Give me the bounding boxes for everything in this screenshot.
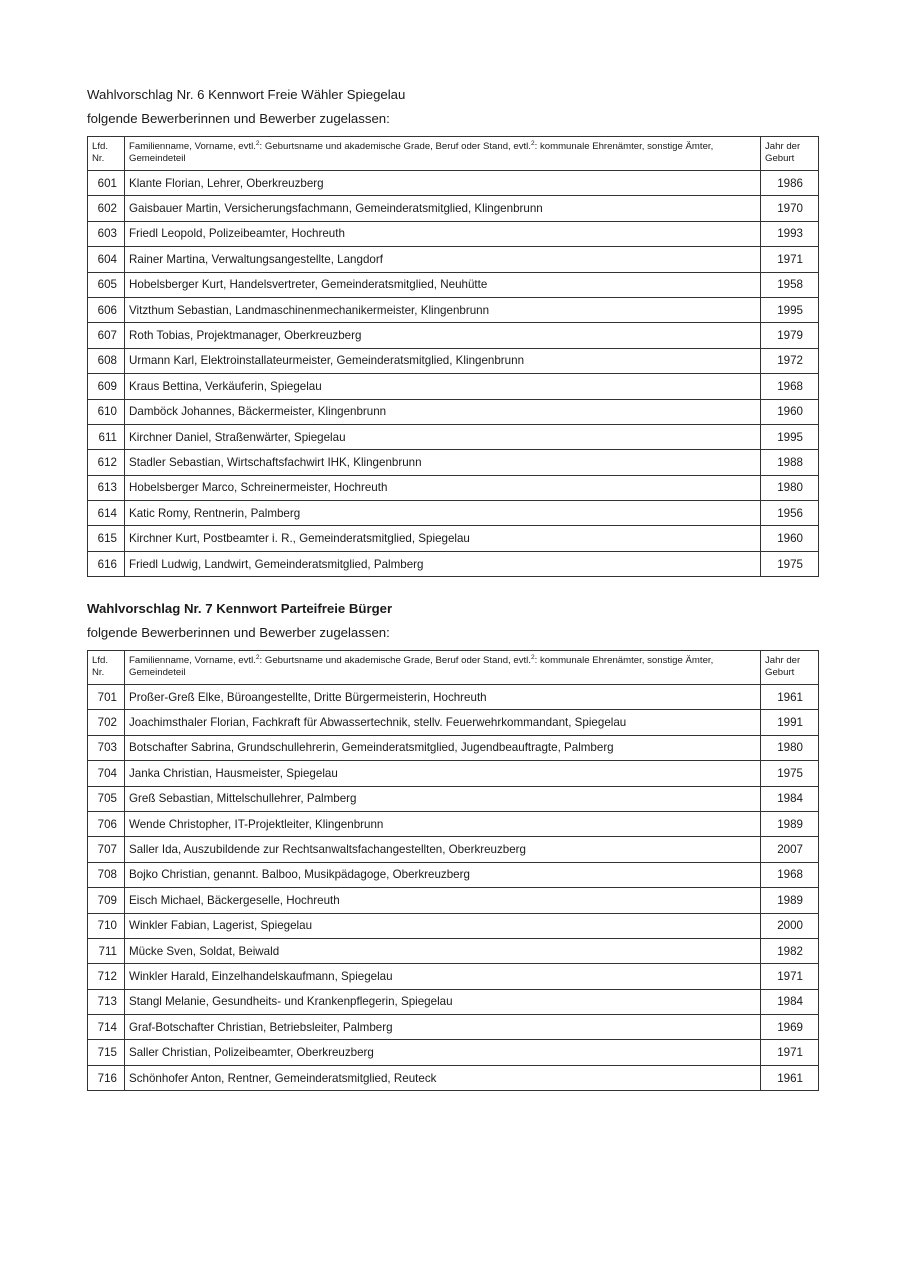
candidate-details: Schönhofer Anton, Rentner, Gemeinderatsmitglied, Reuteck (125, 1065, 761, 1090)
table-row (88, 862, 819, 887)
candidate-number: 609 (88, 374, 125, 399)
table-row (88, 1015, 819, 1040)
birth-year: 1979 (761, 323, 819, 348)
table-header (88, 651, 819, 685)
birth-year: 1980 (761, 735, 819, 760)
birth-year: 1961 (761, 685, 819, 710)
table-row (88, 735, 819, 760)
candidate-details: Greß Sebastian, Mittelschullehrer, Palmberg (125, 786, 761, 811)
birth-year: 1989 (761, 888, 819, 913)
candidate-number: 704 (88, 761, 125, 786)
candidate-number: 713 (88, 989, 125, 1014)
header-name-text: : Geburtsname und akademische Grade, Beruf oder Stand, evtl. (259, 655, 531, 666)
candidate-details: Vitzthum Sebastian, Landmaschinenmechanikermeister, Klingenbrunn (125, 297, 761, 322)
candidate-number: 715 (88, 1040, 125, 1065)
candidate-details: Rainer Martina, Verwaltungsangestellte, Langdorf (125, 247, 761, 272)
header-name-text: : kommunale Ehrenämter, sonstige Ämter, Gemeindeteil (129, 141, 714, 164)
birth-year: 2007 (761, 837, 819, 862)
candidate-number: 714 (88, 1015, 125, 1040)
birth-year: 1968 (761, 862, 819, 887)
header-name-text: Familienname, Vorname, evtl. (129, 141, 256, 152)
birth-year: 1971 (761, 964, 819, 989)
candidate-number: 606 (88, 297, 125, 322)
table-row (88, 272, 819, 297)
candidate-details: Mücke Sven, Soldat, Beiwald (125, 938, 761, 963)
candidate-details: Stadler Sebastian, Wirtschaftsfachwirt IHK, Klingenbrunn (125, 450, 761, 475)
candidate-details: Kraus Bettina, Verkäuferin, Spiegelau (125, 374, 761, 399)
section-wahlvorschlag-7 (87, 600, 819, 1091)
candidate-number: 611 (88, 424, 125, 449)
candidate-number: 601 (88, 171, 125, 196)
candidate-details: Hobelsberger Kurt, Handelsvertreter, Gemeinderatsmitglied, Neuhütte (125, 272, 761, 297)
table-row (88, 526, 819, 551)
candidate-details: Roth Tobias, Projektmanager, Oberkreuzberg (125, 323, 761, 348)
birth-year: 1984 (761, 786, 819, 811)
candidate-number: 605 (88, 272, 125, 297)
birth-year: 1995 (761, 297, 819, 322)
header-nr: Lfd. Nr. (88, 651, 125, 685)
candidate-table (87, 650, 819, 1091)
candidate-details: Saller Christian, Polizeibeamter, Oberkreuzberg (125, 1040, 761, 1065)
table-row (88, 450, 819, 475)
footnote-ref: 2 (530, 653, 535, 661)
candidate-table (87, 136, 819, 577)
table-row (88, 297, 819, 322)
candidate-details: Urmann Karl, Elektroinstallateurmeister, Gemeinderatsmitglied, Klingenbrunn (125, 348, 761, 373)
table-header (88, 137, 819, 171)
candidate-number: 711 (88, 938, 125, 963)
birth-year: 1971 (761, 1040, 819, 1065)
candidate-number: 607 (88, 323, 125, 348)
header-year: Jahr der Geburt (761, 137, 819, 171)
header-name (125, 137, 761, 171)
birth-year: 1988 (761, 450, 819, 475)
candidate-details: Botschafter Sabrina, Grundschullehrerin, Gemeinderatsmitglied, Jugendbeauftragte, Palmberg (125, 735, 761, 760)
table-row (88, 247, 819, 272)
birth-year: 1993 (761, 221, 819, 246)
candidate-details: Joachimsthaler Florian, Fachkraft für Abwassertechnik, stellv. Feuerwehrkommandant, Spiegelau (125, 710, 761, 735)
candidate-number: 709 (88, 888, 125, 913)
table-row (88, 761, 819, 786)
candidate-number: 703 (88, 735, 125, 760)
table-row (88, 323, 819, 348)
table-row (88, 374, 819, 399)
candidate-details: Friedl Leopold, Polizeibeamter, Hochreuth (125, 221, 761, 246)
table-row (88, 348, 819, 373)
birth-year: 1968 (761, 374, 819, 399)
birth-year: 1956 (761, 501, 819, 526)
section-title: Wahlvorschlag Nr. 7 Kennwort Parteifreie Bürger (87, 601, 393, 616)
section-subtitle: folgende Bewerberinnen und Bewerber zugelassen: (87, 625, 390, 640)
candidate-details: Proßer-Greß Elke, Büroangestellte, Dritte Bürgermeisterin, Hochreuth (125, 685, 761, 710)
table-row (88, 989, 819, 1014)
table-row (88, 786, 819, 811)
candidate-number: 708 (88, 862, 125, 887)
candidate-details: Graf-Botschafter Christian, Betriebsleiter, Palmberg (125, 1015, 761, 1040)
table-row (88, 475, 819, 500)
table-row (88, 171, 819, 196)
table-row (88, 913, 819, 938)
section-subtitle: folgende Bewerberinnen und Bewerber zugelassen: (87, 111, 390, 126)
birth-year: 1991 (761, 710, 819, 735)
table-row (88, 685, 819, 710)
birth-year: 1961 (761, 1065, 819, 1090)
candidate-details: Saller Ida, Auszubildende zur Rechtsanwaltsfachangestellten, Oberkreuzberg (125, 837, 761, 862)
candidate-number: 710 (88, 913, 125, 938)
table-row (88, 964, 819, 989)
footnote-ref: 2 (255, 139, 260, 147)
candidate-number: 613 (88, 475, 125, 500)
birth-year: 1982 (761, 938, 819, 963)
table-row (88, 888, 819, 913)
header-name-text: : Geburtsname und akademische Grade, Beruf oder Stand, evtl. (259, 141, 531, 152)
table-row (88, 501, 819, 526)
candidate-number: 616 (88, 551, 125, 576)
table-row (88, 196, 819, 221)
candidate-number: 614 (88, 501, 125, 526)
birth-year: 1969 (761, 1015, 819, 1040)
candidate-details: Wende Christopher, IT-Projektleiter, Klingenbrunn (125, 811, 761, 836)
candidate-number: 701 (88, 685, 125, 710)
candidate-details: Kirchner Daniel, Straßenwärter, Spiegelau (125, 424, 761, 449)
birth-year: 1989 (761, 811, 819, 836)
birth-year: 1980 (761, 475, 819, 500)
table-row (88, 811, 819, 836)
header-year: Jahr der Geburt (761, 651, 819, 685)
birth-year: 1995 (761, 424, 819, 449)
candidate-details: Gaisbauer Martin, Versicherungsfachmann, Gemeinderatsmitglied, Klingenbrunn (125, 196, 761, 221)
table-row (88, 424, 819, 449)
table-row (88, 938, 819, 963)
birth-year: 1984 (761, 989, 819, 1014)
candidate-details: Klante Florian, Lehrer, Oberkreuzberg (125, 171, 761, 196)
table-row (88, 551, 819, 576)
birth-year: 1975 (761, 761, 819, 786)
birth-year: 1986 (761, 171, 819, 196)
table-row (88, 710, 819, 735)
birth-year: 1960 (761, 526, 819, 551)
candidate-details: Winkler Fabian, Lagerist, Spiegelau (125, 913, 761, 938)
header-nr: Lfd. Nr. (88, 137, 125, 171)
footnote-ref: 2 (255, 653, 260, 661)
candidate-number: 702 (88, 710, 125, 735)
footnote-ref: 2 (530, 139, 535, 147)
candidate-number: 603 (88, 221, 125, 246)
table-row (88, 221, 819, 246)
section-title: Wahlvorschlag Nr. 6 Kennwort Freie Wähler Spiegelau (87, 87, 406, 102)
birth-year: 1970 (761, 196, 819, 221)
birth-year: 1975 (761, 551, 819, 576)
section-wahlvorschlag-6 (87, 86, 819, 577)
candidate-details: Stangl Melanie, Gesundheits- und Krankenpflegerin, Spiegelau (125, 989, 761, 1014)
birth-year: 1958 (761, 272, 819, 297)
candidate-number: 706 (88, 811, 125, 836)
table-row (88, 1040, 819, 1065)
candidate-number: 604 (88, 247, 125, 272)
candidate-number: 615 (88, 526, 125, 551)
candidate-details: Damböck Johannes, Bäckermeister, Klingenbrunn (125, 399, 761, 424)
candidate-number: 707 (88, 837, 125, 862)
candidate-details: Winkler Harald, Einzelhandelskaufmann, Spiegelau (125, 964, 761, 989)
table-row (88, 837, 819, 862)
candidate-number: 610 (88, 399, 125, 424)
candidate-number: 612 (88, 450, 125, 475)
table-row (88, 1065, 819, 1090)
birth-year: 1960 (761, 399, 819, 424)
header-name-text: : kommunale Ehrenämter, sonstige Ämter, Gemeindeteil (129, 655, 714, 678)
candidate-number: 705 (88, 786, 125, 811)
candidate-number: 602 (88, 196, 125, 221)
candidate-number: 712 (88, 964, 125, 989)
birth-year: 2000 (761, 913, 819, 938)
candidate-number: 716 (88, 1065, 125, 1090)
table-row (88, 399, 819, 424)
candidate-details: Eisch Michael, Bäckergeselle, Hochreuth (125, 888, 761, 913)
candidate-details: Kirchner Kurt, Postbeamter i. R., Gemeinderatsmitglied, Spiegelau (125, 526, 761, 551)
candidate-details: Friedl Ludwig, Landwirt, Gemeinderatsmitglied, Palmberg (125, 551, 761, 576)
candidate-details: Janka Christian, Hausmeister, Spiegelau (125, 761, 761, 786)
candidate-details: Bojko Christian, genannt. Balboo, Musikpädagoge, Oberkreuzberg (125, 862, 761, 887)
birth-year: 1972 (761, 348, 819, 373)
birth-year: 1971 (761, 247, 819, 272)
candidate-details: Katic Romy, Rentnerin, Palmberg (125, 501, 761, 526)
candidate-details: Hobelsberger Marco, Schreinermeister, Hochreuth (125, 475, 761, 500)
header-name (125, 651, 761, 685)
candidate-number: 608 (88, 348, 125, 373)
header-name-text: Familienname, Vorname, evtl. (129, 655, 256, 666)
